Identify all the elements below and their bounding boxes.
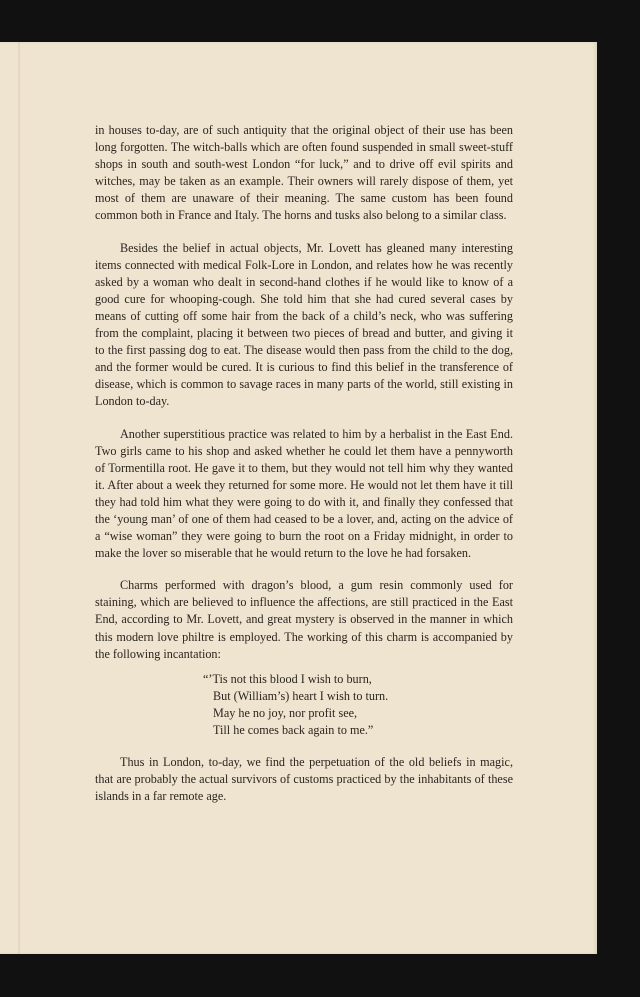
paragraph-herbalist: Another superstitious practice was related to him by a herbalist in the East End. Two girls came to his shop and asked whether he could let them have a pennyworth of Tormentilla root. He gave it to them, but they would not tell him why they wanted it. After about a week they returned for some more. He would not let them have it till they had told him what they were going to do with it, and finally they confessed that the ‘young man’ of one of them had ceased to be a lover, and, acting on the advice of a “wise woman” they were going to burn the root on a Friday midnight, in order to make the lover so miserable that he would return to the love he had forsaken.: [95, 426, 513, 561]
incantation-verse: [203, 671, 513, 739]
verse-line: But (William’s) heart I wish to turn.: [213, 688, 389, 703]
verse-line: Till he comes back again to me.”: [213, 723, 374, 737]
verse-line: May he no joy, nor profit see,: [213, 705, 358, 720]
page-text: [95, 122, 513, 820]
paragraph-medical-folklore: Besides the belief in actual objects, Mr. Lovett has gleaned many interesting items connected with medical Folk-Lore in London, and relates how he was recently asked by a woman who dealt in second-hand clothes if he would like to know of a good cure for whooping-cough. She told him that she had cured several cases by means of cutting off some hair from the back of a child’s neck, who was suffering from the complaint, placing it between two pieces of bread and butter, and giving it to the first passing dog to eat. The disease would then pass from the child to the dog, and the former would be cured. It is curious to find this belief in the transference of disease, which is common to savage races in many parts of the world, still existing in London to-day.: [95, 240, 513, 409]
verse-line: “’Tis not this blood I wish to burn,: [203, 671, 372, 686]
paragraph-conclusion: Thus in London, to-day, we find the perpetuation of the old beliefs in magic, that are probably the actual survivors of customs practiced by the inhabitants of these islands in a far remote age.: [95, 755, 513, 804]
book-page: [0, 42, 597, 954]
page-fold-shadow: [18, 42, 20, 954]
paragraph-witch-balls: in houses to-day, are of such antiquity that the original object of their use has been long forgotten. The witch-balls which are often found suspended in small sweet-stuff shops in south and south-west London “for luck,” and to drive off evil spirits and witches, may be taken as an example. Their owners will rarely dispose of them, yet most of them are unaware of their meaning. The same custom has been found common both in France and Italy. The horns and tusks also belong to a similar class.: [95, 123, 513, 223]
paragraph-dragons-blood: Charms performed with dragon’s blood, a gum resin commonly used for staining, which are believed to influence the affections, are still practiced in the East End, according to Mr. Lovett, and great mystery is observed in the manner in which this modern love philtre is employed. The working of this charm is accompanied by the following incantation:: [95, 578, 513, 661]
